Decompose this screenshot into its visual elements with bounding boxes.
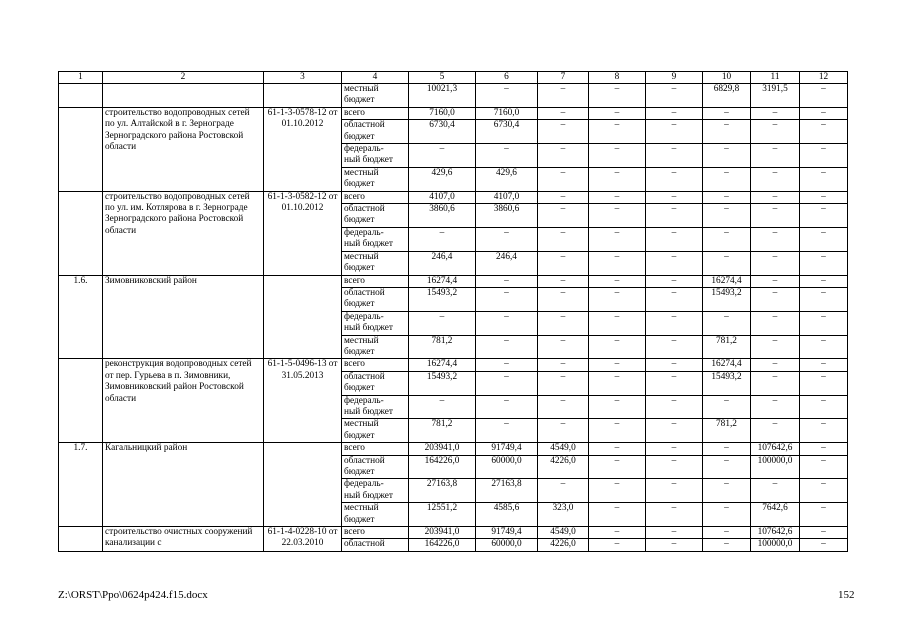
- funding-source: всего: [342, 107, 409, 119]
- project-code: 61-1-3-0582-12 от 01.10.2012: [264, 191, 342, 275]
- object-description: реконструкция водопроводных сетей от пер. Гурьева в п. Зимовники, Зимовниковский район Ростовской области: [103, 359, 264, 443]
- amount-cell: –: [646, 275, 703, 287]
- amount-cell: –: [589, 204, 646, 228]
- amount-cell: 91749,4: [476, 443, 538, 455]
- amount-cell: –: [589, 287, 646, 311]
- amount-cell: –: [589, 120, 646, 144]
- funding-source: местный бюджет: [342, 335, 409, 359]
- amount-cell: –: [476, 144, 538, 168]
- amount-cell: 4549,0: [538, 443, 589, 455]
- amount-cell: –: [646, 204, 703, 228]
- funding-source: местный бюджет: [342, 503, 409, 527]
- amount-cell: –: [646, 539, 703, 551]
- amount-cell: –: [589, 419, 646, 443]
- amount-cell: –: [800, 120, 848, 144]
- object-description: строительство водопроводных сетей по ул. Алтайской в г. Зернограде Зерноградского района Ростовской области: [103, 107, 264, 191]
- amount-cell: –: [646, 479, 703, 503]
- amount-cell: 16274,4: [409, 275, 476, 287]
- amount-cell: –: [589, 443, 646, 455]
- amount-cell: –: [409, 144, 476, 168]
- table-row: [59, 107, 848, 119]
- funding-source: всего: [342, 527, 409, 539]
- amount-cell: –: [589, 527, 646, 539]
- amount-cell: 107642,6: [751, 527, 800, 539]
- object-description: Кагальницкий район: [103, 443, 264, 527]
- column-header: 12: [800, 72, 848, 84]
- amount-cell: 15493,2: [409, 287, 476, 311]
- amount-cell: –: [589, 539, 646, 551]
- project-code: 61-1-4-0228-10 от 22.03.2010: [264, 527, 342, 552]
- amount-cell: 27163,8: [409, 479, 476, 503]
- amount-cell: –: [646, 84, 703, 108]
- funding-source: местный бюджет: [342, 167, 409, 191]
- amount-cell: 164226,0: [409, 455, 476, 479]
- amount-cell: –: [589, 395, 646, 419]
- amount-cell: –: [751, 479, 800, 503]
- funding-source: всего: [342, 191, 409, 203]
- group-number: [59, 191, 103, 275]
- amount-cell: –: [646, 311, 703, 335]
- page-number: 152: [838, 589, 855, 601]
- project-code: [264, 275, 342, 359]
- amount-cell: –: [800, 527, 848, 539]
- amount-cell: –: [703, 204, 751, 228]
- amount-cell: –: [538, 191, 589, 203]
- amount-cell: –: [538, 204, 589, 228]
- amount-cell: –: [476, 227, 538, 251]
- amount-cell: –: [646, 227, 703, 251]
- amount-cell: 246,4: [409, 251, 476, 275]
- amount-cell: –: [800, 287, 848, 311]
- amount-cell: –: [646, 120, 703, 144]
- amount-cell: –: [703, 395, 751, 419]
- amount-cell: –: [751, 144, 800, 168]
- amount-cell: –: [800, 167, 848, 191]
- column-header: 7: [538, 72, 589, 84]
- amount-cell: –: [589, 275, 646, 287]
- amount-cell: 781,2: [409, 419, 476, 443]
- amount-cell: 91749,4: [476, 527, 538, 539]
- amount-cell: –: [476, 359, 538, 371]
- amount-cell: –: [646, 371, 703, 395]
- amount-cell: –: [646, 503, 703, 527]
- amount-cell: –: [751, 251, 800, 275]
- amount-cell: –: [703, 191, 751, 203]
- amount-cell: –: [751, 395, 800, 419]
- column-header: 10: [703, 72, 751, 84]
- amount-cell: –: [589, 251, 646, 275]
- amount-cell: –: [703, 455, 751, 479]
- amount-cell: –: [646, 287, 703, 311]
- amount-cell: 7160,0: [476, 107, 538, 119]
- amount-cell: –: [538, 311, 589, 335]
- amount-cell: 60000,0: [476, 539, 538, 551]
- amount-cell: –: [703, 527, 751, 539]
- funding-source: местный бюджет: [342, 84, 409, 108]
- amount-cell: –: [751, 371, 800, 395]
- amount-cell: 3860,6: [409, 204, 476, 228]
- amount-cell: –: [703, 227, 751, 251]
- amount-cell: –: [589, 359, 646, 371]
- amount-cell: 164226,0: [409, 539, 476, 551]
- amount-cell: 107642,6: [751, 443, 800, 455]
- amount-cell: –: [538, 251, 589, 275]
- amount-cell: 3191,5: [751, 84, 800, 108]
- amount-cell: 6730,4: [476, 120, 538, 144]
- amount-cell: –: [800, 227, 848, 251]
- amount-cell: 6829,8: [703, 84, 751, 108]
- amount-cell: –: [751, 419, 800, 443]
- amount-cell: –: [589, 167, 646, 191]
- amount-cell: –: [800, 539, 848, 551]
- funding-source: областной бюджет: [342, 204, 409, 228]
- group-number: 1.7.: [59, 443, 103, 527]
- amount-cell: –: [703, 479, 751, 503]
- funding-source: областной бюджет: [342, 455, 409, 479]
- table-row: [59, 527, 848, 539]
- amount-cell: 4226,0: [538, 539, 589, 551]
- amount-cell: –: [800, 359, 848, 371]
- amount-cell: –: [751, 191, 800, 203]
- amount-cell: –: [476, 84, 538, 108]
- amount-cell: –: [409, 311, 476, 335]
- amount-cell: –: [800, 395, 848, 419]
- amount-cell: –: [751, 335, 800, 359]
- amount-cell: 323,0: [538, 503, 589, 527]
- amount-cell: 203941,0: [409, 527, 476, 539]
- amount-cell: 4107,0: [476, 191, 538, 203]
- amount-cell: –: [703, 120, 751, 144]
- amount-cell: –: [646, 335, 703, 359]
- object-description: строительство очистных сооружений канализации с: [103, 527, 264, 552]
- amount-cell: –: [751, 107, 800, 119]
- amount-cell: –: [751, 204, 800, 228]
- table-row: [59, 359, 848, 371]
- amount-cell: –: [476, 311, 538, 335]
- amount-cell: –: [589, 107, 646, 119]
- funding-source: федераль- ный бюджет: [342, 144, 409, 168]
- amount-cell: –: [646, 419, 703, 443]
- column-header: 8: [589, 72, 646, 84]
- amount-cell: –: [751, 359, 800, 371]
- amount-cell: –: [800, 455, 848, 479]
- amount-cell: 10021,3: [409, 84, 476, 108]
- amount-cell: –: [538, 107, 589, 119]
- amount-cell: –: [751, 227, 800, 251]
- amount-cell: –: [703, 311, 751, 335]
- amount-cell: –: [476, 287, 538, 311]
- amount-cell: 16274,4: [703, 275, 751, 287]
- amount-cell: –: [476, 335, 538, 359]
- amount-cell: –: [646, 395, 703, 419]
- amount-cell: –: [646, 359, 703, 371]
- amount-cell: –: [751, 275, 800, 287]
- amount-cell: –: [751, 311, 800, 335]
- amount-cell: –: [800, 371, 848, 395]
- amount-cell: –: [800, 443, 848, 455]
- amount-cell: –: [800, 107, 848, 119]
- amount-cell: 4107,0: [409, 191, 476, 203]
- amount-cell: –: [751, 120, 800, 144]
- amount-cell: –: [589, 479, 646, 503]
- table-row: [59, 191, 848, 203]
- amount-cell: –: [800, 311, 848, 335]
- project-code: [264, 84, 342, 108]
- funding-source: федераль- ный бюджет: [342, 479, 409, 503]
- amount-cell: –: [703, 167, 751, 191]
- amount-cell: –: [538, 84, 589, 108]
- amount-cell: –: [409, 227, 476, 251]
- amount-cell: –: [703, 539, 751, 551]
- amount-cell: –: [538, 287, 589, 311]
- budget-table: [58, 71, 848, 552]
- funding-source: местный бюджет: [342, 251, 409, 275]
- funding-source: федераль- ный бюджет: [342, 311, 409, 335]
- amount-cell: –: [800, 419, 848, 443]
- column-header: 2: [103, 72, 264, 84]
- amount-cell: –: [800, 191, 848, 203]
- amount-cell: –: [646, 167, 703, 191]
- amount-cell: –: [476, 275, 538, 287]
- amount-cell: 60000,0: [476, 455, 538, 479]
- group-number: 1.6.: [59, 275, 103, 359]
- column-header: 3: [264, 72, 342, 84]
- amount-cell: –: [800, 84, 848, 108]
- amount-cell: –: [589, 311, 646, 335]
- amount-cell: 781,2: [409, 335, 476, 359]
- amount-cell: –: [800, 204, 848, 228]
- object-description: строительство водопроводных сетей по ул. им. Котлярова в г. Зернограде Зерноградского района Ростовской области: [103, 191, 264, 275]
- amount-cell: 4585,6: [476, 503, 538, 527]
- amount-cell: 246,4: [476, 251, 538, 275]
- amount-cell: –: [800, 251, 848, 275]
- header-row: [59, 72, 848, 84]
- amount-cell: –: [589, 371, 646, 395]
- amount-cell: 7160,0: [409, 107, 476, 119]
- amount-cell: –: [538, 371, 589, 395]
- amount-cell: 12551,2: [409, 503, 476, 527]
- amount-cell: –: [646, 107, 703, 119]
- amount-cell: –: [800, 144, 848, 168]
- amount-cell: –: [646, 251, 703, 275]
- amount-cell: –: [703, 144, 751, 168]
- group-number: [59, 84, 103, 108]
- amount-cell: –: [646, 455, 703, 479]
- amount-cell: –: [589, 335, 646, 359]
- funding-source: всего: [342, 359, 409, 371]
- amount-cell: –: [538, 144, 589, 168]
- funding-source: местный бюджет: [342, 419, 409, 443]
- group-number: [59, 359, 103, 443]
- funding-source: федераль- ный бюджет: [342, 395, 409, 419]
- amount-cell: –: [538, 227, 589, 251]
- amount-cell: –: [800, 503, 848, 527]
- amount-cell: 429,6: [476, 167, 538, 191]
- column-header: 1: [59, 72, 103, 84]
- table-row: [59, 275, 848, 287]
- column-header: 11: [751, 72, 800, 84]
- project-code: [264, 443, 342, 527]
- amount-cell: –: [751, 167, 800, 191]
- amount-cell: –: [589, 455, 646, 479]
- column-header: 9: [646, 72, 703, 84]
- amount-cell: –: [646, 191, 703, 203]
- amount-cell: –: [646, 144, 703, 168]
- column-header: 4: [342, 72, 409, 84]
- column-header: 6: [476, 72, 538, 84]
- amount-cell: –: [589, 144, 646, 168]
- funding-source: всего: [342, 443, 409, 455]
- group-number: [59, 527, 103, 552]
- amount-cell: 100000,0: [751, 455, 800, 479]
- amount-cell: –: [538, 395, 589, 419]
- amount-cell: –: [538, 167, 589, 191]
- amount-cell: –: [703, 503, 751, 527]
- amount-cell: –: [476, 395, 538, 419]
- group-number: [59, 107, 103, 191]
- amount-cell: –: [646, 443, 703, 455]
- amount-cell: –: [703, 443, 751, 455]
- column-header: 5: [409, 72, 476, 84]
- amount-cell: 781,2: [703, 335, 751, 359]
- funding-source: областной бюджет: [342, 120, 409, 144]
- funding-source: областной бюджет: [342, 287, 409, 311]
- amount-cell: 16274,4: [409, 359, 476, 371]
- funding-source: всего: [342, 275, 409, 287]
- amount-cell: –: [538, 479, 589, 503]
- funding-source: федераль- ный бюджет: [342, 227, 409, 251]
- amount-cell: –: [538, 275, 589, 287]
- amount-cell: –: [589, 227, 646, 251]
- amount-cell: 429,6: [409, 167, 476, 191]
- table-row: [59, 84, 848, 108]
- amount-cell: 3860,6: [476, 204, 538, 228]
- amount-cell: –: [476, 419, 538, 443]
- amount-cell: –: [538, 120, 589, 144]
- amount-cell: –: [703, 107, 751, 119]
- amount-cell: –: [538, 335, 589, 359]
- amount-cell: 4226,0: [538, 455, 589, 479]
- funding-source: областной бюджет: [342, 371, 409, 395]
- funding-source: областной: [342, 539, 409, 551]
- amount-cell: –: [646, 527, 703, 539]
- amount-cell: –: [589, 84, 646, 108]
- amount-cell: –: [538, 359, 589, 371]
- amount-cell: –: [538, 419, 589, 443]
- table-row: [59, 443, 848, 455]
- amount-cell: –: [409, 395, 476, 419]
- project-code: 61-1-5-0496-13 от 31.05.2013: [264, 359, 342, 443]
- amount-cell: 15493,2: [409, 371, 476, 395]
- amount-cell: –: [751, 287, 800, 311]
- amount-cell: –: [800, 275, 848, 287]
- file-path: Z:\ORST\Ppo\0624p424.f15.docx: [58, 589, 208, 601]
- amount-cell: –: [800, 479, 848, 503]
- amount-cell: –: [703, 251, 751, 275]
- amount-cell: 16274,4: [703, 359, 751, 371]
- amount-cell: 781,2: [703, 419, 751, 443]
- amount-cell: –: [589, 191, 646, 203]
- amount-cell: –: [476, 371, 538, 395]
- amount-cell: 203941,0: [409, 443, 476, 455]
- amount-cell: 6730,4: [409, 120, 476, 144]
- amount-cell: 15493,2: [703, 371, 751, 395]
- project-code: 61-1-3-0578-12 от 01.10.2012: [264, 107, 342, 191]
- amount-cell: 4549,0: [538, 527, 589, 539]
- amount-cell: –: [589, 503, 646, 527]
- object-description: Зимовниковский район: [103, 275, 264, 359]
- amount-cell: 15493,2: [703, 287, 751, 311]
- amount-cell: –: [800, 335, 848, 359]
- amount-cell: 100000,0: [751, 539, 800, 551]
- object-description: [103, 84, 264, 108]
- amount-cell: 27163,8: [476, 479, 538, 503]
- amount-cell: 7642,6: [751, 503, 800, 527]
